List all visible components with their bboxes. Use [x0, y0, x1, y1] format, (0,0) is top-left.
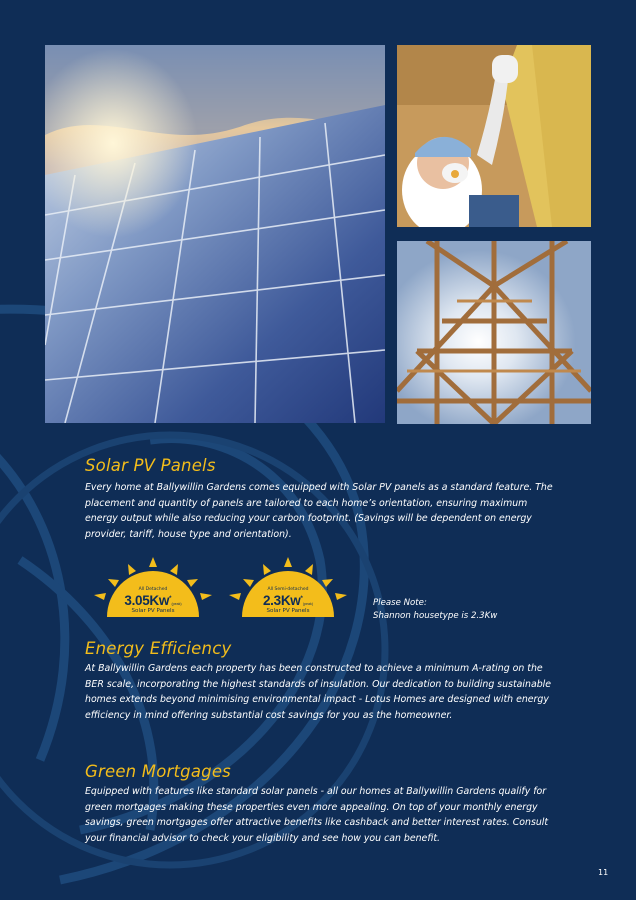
- semi-detached-solar-badge: [229, 557, 347, 617]
- badge-asterisk: *: [169, 596, 172, 602]
- badge-asterisk: *: [300, 596, 303, 602]
- badge-kw-value: 2.3Kw: [262, 593, 301, 608]
- housetype-note: [373, 597, 497, 622]
- badge-kw-value: 3.05Kw: [124, 593, 170, 608]
- badge-caption: All Semi-detached: [267, 587, 309, 592]
- green-mortgages-title: Green Mortgages: [85, 762, 231, 781]
- roof-frame-image: [397, 241, 591, 424]
- badge-subtitle: Solar PV Panels: [266, 608, 310, 614]
- badge-caption: All Detached: [138, 587, 168, 592]
- note-text: Shannon housetype is 2.3Kw: [373, 610, 498, 621]
- insulation-worker-image: [397, 45, 591, 227]
- green-mortgages-body: Equipped with features like standard solar panels - all our homes at Ballywillin Gardens qualify for green mortgages making these properties even more appealing. On top of your monthly energy savings, green mortgages offer attractive benefits like cashback and better interest rates. Consult your financial advisor to check your eligibility and see how you can benefit.: [85, 786, 549, 844]
- solar-pv-body: Every home at Ballywillin Gardens comes equipped with Solar PV panels as a standard feature. The placement and quantity of panels are tailored to each home’s orientation, ensuring maximum energy output while also reducing your carbon footprint. (Savings will be dependent on energy provider, tariff, house type and orientation).: [85, 482, 553, 540]
- energy-efficiency-body: At Ballywillin Gardens each property has been constructed to achieve a minimum A-rating on the BER scale, incorporating the highest standards of insulation. Our dedication to building sustainable homes extends beyond minimising environmental impact - Lotus Homes are designed with energy efficiency in mind offering substantial cost savings for you as the homeowner.: [85, 663, 552, 721]
- badge-peak: (peak): [302, 602, 314, 606]
- badge-peak: (peak): [171, 602, 182, 606]
- note-label: Please Note:: [373, 598, 427, 608]
- energy-efficiency-title: Energy Efficiency: [85, 639, 232, 658]
- page-number: 11: [598, 868, 609, 877]
- solar-pv-title: Solar PV Panels: [85, 456, 216, 475]
- detached-solar-badge: [94, 557, 212, 617]
- solar-panels-image: [45, 45, 385, 423]
- badge-subtitle: Solar PV Panels: [131, 608, 175, 614]
